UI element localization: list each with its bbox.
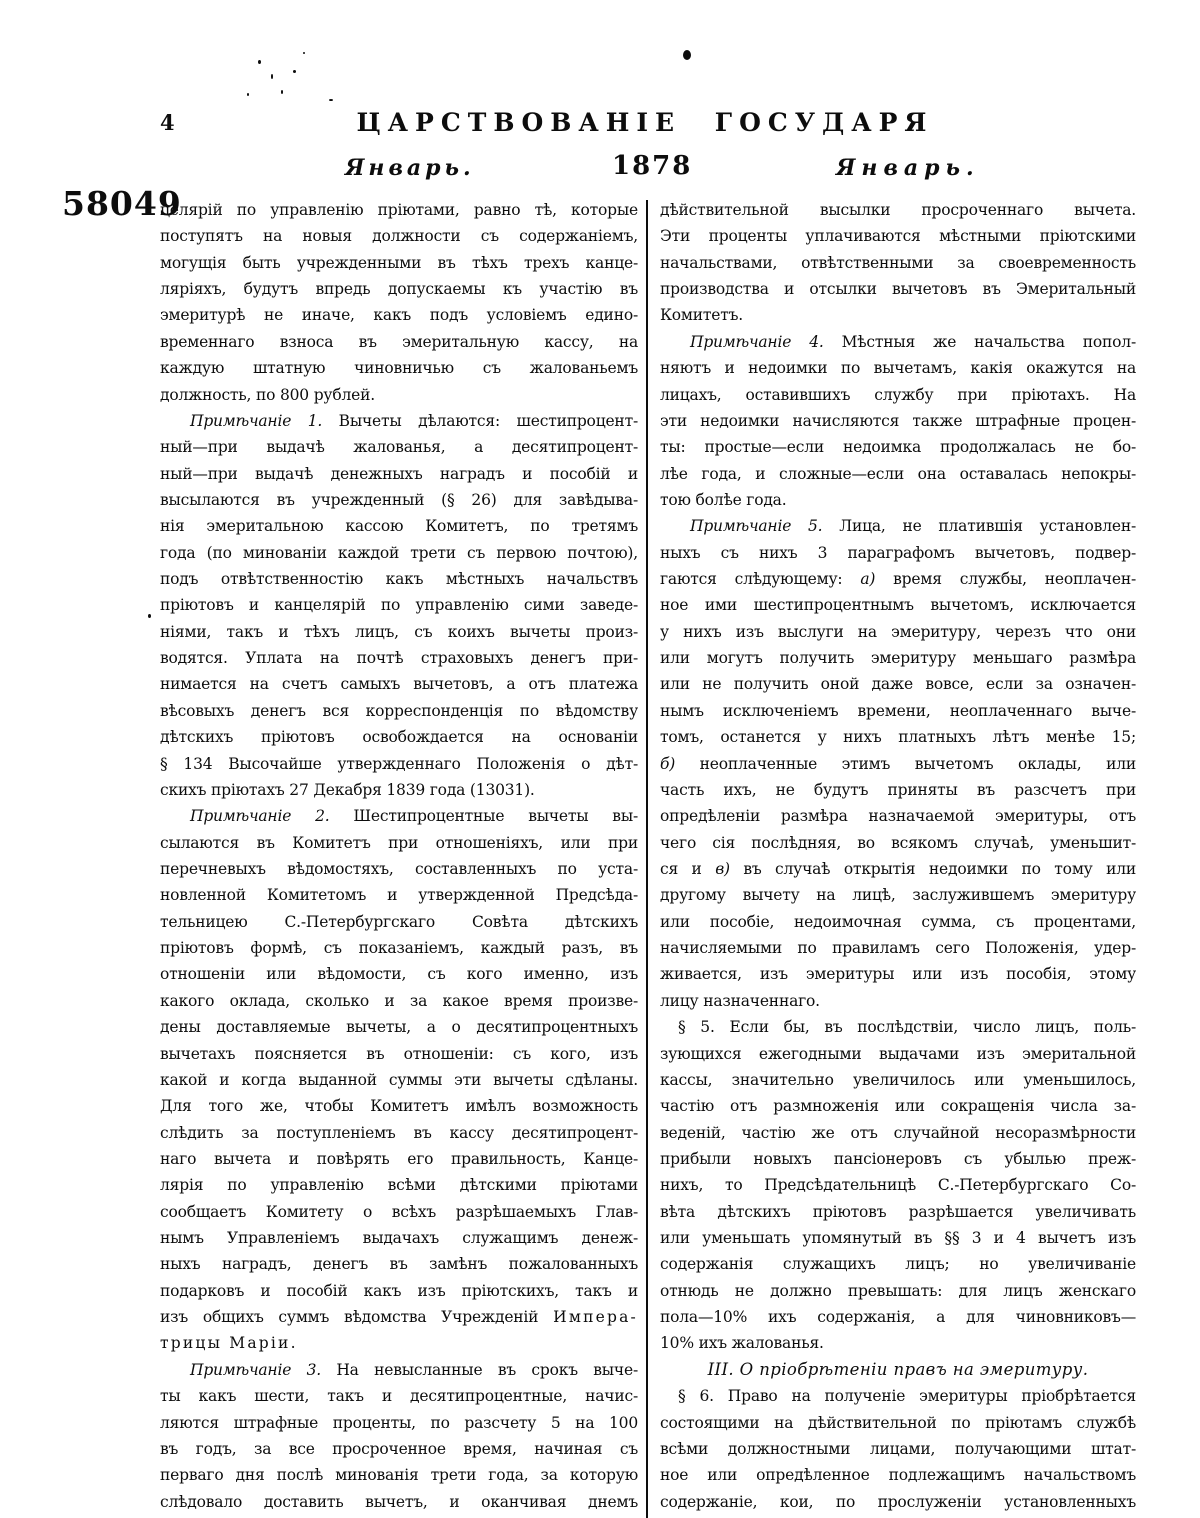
text-line bbox=[160, 803, 638, 829]
text-segment: эмеритурѣ не иначе, какъ подъ условіемъ едино- bbox=[160, 306, 638, 325]
text-segment: няютъ и недоимки по вычетамъ, какія окажутся на bbox=[660, 359, 1136, 378]
text-line bbox=[160, 856, 638, 882]
text-line bbox=[160, 1436, 638, 1462]
text-line bbox=[660, 645, 1136, 671]
text-segment: временнаго взноса въ эмеритальную кассу, на bbox=[160, 332, 638, 351]
text-line bbox=[160, 1014, 638, 1040]
text-segment: скихъ пріютахъ 27 Декабря 1839 года (13031). bbox=[160, 780, 535, 799]
text-segment: или не получить оной даже вовсе, если за означен- bbox=[660, 675, 1136, 694]
text-segment: начальствами, отвѣтственными за своевременность bbox=[660, 253, 1136, 272]
text-line bbox=[660, 856, 1136, 882]
text-line bbox=[160, 1489, 638, 1515]
text-line bbox=[660, 592, 1136, 618]
paragraph bbox=[160, 408, 638, 803]
text-segment: въ годъ, за все просроченное время, начиная съ bbox=[160, 1439, 638, 1458]
paragraph bbox=[160, 803, 638, 1357]
text-segment: томъ, останется у нихъ платныхъ лѣтъ менѣе 15; bbox=[660, 728, 1136, 747]
text-segment: Примѣчаніе 1. bbox=[190, 411, 323, 430]
text-segment: должность, по 800 рублей. bbox=[160, 385, 375, 404]
paragraph bbox=[660, 329, 1136, 514]
text-line bbox=[160, 434, 638, 460]
text-line bbox=[660, 803, 1136, 829]
text-segment: новленной Комитетомъ и утвержденной Предсѣда- bbox=[160, 886, 638, 905]
text-segment: нымъ Управленіемъ выдачахъ служащимъ денеж- bbox=[160, 1229, 638, 1248]
text-segment: всѣми должностными лицами, получающими штат- bbox=[660, 1439, 1136, 1458]
text-segment: ніями, такъ и тѣхъ лицъ, съ коихъ вычеты произ- bbox=[160, 622, 638, 641]
text-segment: тельницею С.-Петербургскаго Совѣта дѣтскихъ bbox=[160, 912, 638, 931]
text-segment: Примѣчаніе 5. bbox=[690, 517, 823, 536]
text-segment: вѣта дѣтскихъ пріютовъ разрѣшается увеличивать bbox=[660, 1202, 1136, 1221]
text-line bbox=[660, 698, 1136, 724]
text-segment: поступятъ на новыя должности съ содержаніемъ, bbox=[160, 227, 638, 246]
text-line bbox=[660, 197, 1136, 223]
text-segment: сообщаетъ Комитету о всѣхъ разрѣшаемыхъ Глав- bbox=[160, 1202, 638, 1221]
act-number: 58049 bbox=[62, 184, 182, 223]
text-line bbox=[160, 909, 638, 935]
text-line bbox=[160, 777, 638, 803]
text-line bbox=[660, 355, 1136, 381]
text-segment: Вычеты дѣлаются: шестипроцент- bbox=[322, 411, 638, 430]
text-segment: могущія быть учрежденными въ тѣхъ трехъ канце- bbox=[160, 253, 638, 272]
text-line bbox=[160, 540, 638, 566]
text-line bbox=[160, 408, 638, 434]
text-line bbox=[160, 276, 638, 302]
text-segment: вычетахъ поясняется въ отношеніи: съ кого, изъ bbox=[160, 1044, 638, 1063]
text-line bbox=[660, 988, 1136, 1014]
column-right bbox=[660, 197, 1136, 1515]
text-segment: ляются штрафные проценты, по разсчету 5 на 100 bbox=[160, 1413, 638, 1432]
text-line bbox=[660, 671, 1136, 697]
text-line bbox=[160, 382, 638, 408]
text-segment: лицахъ, оставившихъ службу при пріютахъ. На bbox=[660, 385, 1136, 404]
text-segment: подъ отвѣтственностію какъ мѣстныхъ начальствъ bbox=[160, 570, 638, 589]
text-line bbox=[660, 513, 1136, 539]
text-line bbox=[160, 1304, 638, 1330]
text-line bbox=[160, 487, 638, 513]
text-segment: какой и когда выданной суммы эти вычеты сдѣланы. bbox=[160, 1070, 638, 1089]
text-line bbox=[160, 671, 638, 697]
text-line bbox=[660, 909, 1136, 935]
text-line bbox=[160, 1462, 638, 1488]
text-line bbox=[160, 830, 638, 856]
text-segment: года (по минованіи каждой трети съ первою почтою), bbox=[160, 543, 638, 562]
text-segment: содержанія служащихъ лицъ; но увеличиваніе bbox=[660, 1255, 1136, 1274]
scan-speck bbox=[271, 74, 273, 79]
scan-speck bbox=[247, 93, 249, 96]
text-segment: нымъ исключеніемъ времени, неоплаченнаго выче- bbox=[660, 701, 1136, 720]
text-line bbox=[160, 197, 638, 223]
text-segment: III. О пріобрѣтеніи правъ на эмеритуру. bbox=[707, 1359, 1089, 1379]
text-segment: прибыли новыхъ пансіонеровъ съ убылью преж- bbox=[660, 1149, 1136, 1168]
text-line bbox=[160, 461, 638, 487]
text-segment: пріютовъ и канцелярій по управленію сими заведе- bbox=[160, 596, 638, 615]
text-segment: содержаніе, кои, по прослуженіи установленныхъ bbox=[660, 1492, 1136, 1511]
text-segment: гаются слѣдующему: bbox=[660, 570, 861, 589]
text-line bbox=[160, 1146, 638, 1172]
running-title: ЦАРСТВОВАНІЕ ГОСУДАРЯ bbox=[356, 108, 934, 137]
section-heading bbox=[660, 1357, 1136, 1383]
text-segment: ты: простые—если недоимка продолжалась не бо- bbox=[660, 438, 1136, 457]
text-line bbox=[660, 329, 1136, 355]
text-line bbox=[660, 1278, 1136, 1304]
text-segment: ный—при выдачѣ жалованья, а десятипроцент- bbox=[160, 438, 638, 457]
text-segment: Шестипроцентные вычеты вы- bbox=[329, 807, 638, 826]
text-segment: перваго дня послѣ минованія трети года, за которую bbox=[160, 1466, 638, 1485]
text-segment: перечневыхъ вѣдомостяхъ, составленныхъ по уста- bbox=[160, 859, 638, 878]
scan-speck bbox=[683, 50, 691, 60]
text-line bbox=[160, 513, 638, 539]
text-segment: ное ими шестипроцентнымъ вычетомъ, исключается bbox=[660, 596, 1136, 615]
paragraph bbox=[660, 1014, 1136, 1357]
text-line bbox=[160, 1330, 638, 1356]
text-segment: высылаются въ учрежденный (§ 26) для завѣдыва- bbox=[160, 490, 638, 509]
text-line bbox=[660, 461, 1136, 487]
paragraph bbox=[660, 197, 1136, 329]
text-line bbox=[160, 1172, 638, 1198]
scan-speck bbox=[258, 60, 261, 64]
scan-speck bbox=[148, 614, 151, 618]
scan-speck bbox=[329, 99, 333, 101]
text-line bbox=[660, 1436, 1136, 1462]
column-divider-rule bbox=[646, 200, 648, 1518]
text-segment: ся и bbox=[660, 859, 716, 878]
text-line bbox=[160, 355, 638, 381]
text-segment: Примѣчаніе 4. bbox=[690, 332, 824, 351]
text-segment: 10% ихъ жалованья. bbox=[660, 1334, 824, 1353]
text-line bbox=[660, 1093, 1136, 1119]
text-line bbox=[160, 1251, 638, 1277]
text-line bbox=[160, 1199, 638, 1225]
text-segment: часть ихъ, не будутъ приняты въ разсчетъ при bbox=[660, 780, 1136, 799]
text-segment: Мѣстныя же начальства попол- bbox=[823, 332, 1136, 351]
text-segment: дѣтскихъ пріютовъ освобождается на основаніи bbox=[160, 728, 638, 747]
text-line bbox=[160, 1120, 638, 1146]
text-segment: трицы Маріи. bbox=[160, 1334, 298, 1353]
text-line bbox=[160, 724, 638, 750]
text-line bbox=[160, 1383, 638, 1409]
text-segment: Для того же, чтобы Комитетъ имѣлъ возможность bbox=[160, 1097, 638, 1116]
text-segment: или уменьшать упомянутый въ §§ 3 и 4 вычетъ изъ bbox=[660, 1229, 1136, 1248]
text-line bbox=[660, 1067, 1136, 1093]
text-line bbox=[660, 830, 1136, 856]
text-segment: дены доставляемые вычеты, а о десятипроцентныхъ bbox=[160, 1018, 638, 1037]
text-line bbox=[660, 540, 1136, 566]
text-segment: эти недоимки начисляются также штрафные процен- bbox=[660, 411, 1136, 430]
text-segment: частію отъ размноженія или сокращенія числа за- bbox=[660, 1097, 1136, 1116]
text-segment: изъ общихъ суммъ вѣдомства Учрежденій bbox=[160, 1308, 554, 1327]
text-segment: наго вычета и повѣрять его правильность, Канце- bbox=[160, 1149, 638, 1168]
text-line bbox=[160, 329, 638, 355]
text-line bbox=[160, 1067, 638, 1093]
text-segment: дѣйствительной высылки просроченнаго вычета. bbox=[660, 201, 1136, 219]
text-segment: кассы, значительно увеличилось или уменьшилось, bbox=[660, 1070, 1136, 1089]
text-segment: Импера- bbox=[553, 1308, 638, 1327]
text-line bbox=[660, 250, 1136, 276]
text-segment: сылаются въ Комитетъ при отношеніяхъ, или при bbox=[160, 833, 638, 852]
text-line bbox=[660, 1410, 1136, 1436]
text-line bbox=[160, 1225, 638, 1251]
text-segment: въ случаѣ открытія недоимки по тому или bbox=[729, 859, 1136, 878]
header-year: 1878 bbox=[612, 151, 693, 181]
text-segment: другому вычету на лицѣ, заслужившемъ эмеритуру bbox=[660, 886, 1136, 905]
text-segment: нимается на счетъ самыхъ вычетовъ, а отъ платежа bbox=[160, 675, 638, 694]
text-segment: веденій, частію же отъ случайной несоразмѣрности bbox=[660, 1123, 1136, 1142]
text-line bbox=[160, 1410, 638, 1436]
text-segment: чего сія послѣдняя, во всякомъ случаѣ, уменьшит- bbox=[660, 833, 1136, 852]
text-segment: каждую штатную чиновничью съ жалованьемъ bbox=[160, 359, 638, 378]
text-line bbox=[660, 566, 1136, 592]
paragraph bbox=[660, 1383, 1136, 1515]
text-line bbox=[660, 935, 1136, 961]
text-segment: пола—10% ихъ содержанія, а для чиновниковъ— bbox=[660, 1308, 1136, 1327]
text-line bbox=[660, 777, 1136, 803]
text-line bbox=[160, 961, 638, 987]
text-line bbox=[660, 276, 1136, 302]
text-line bbox=[660, 1199, 1136, 1225]
text-segment: б) bbox=[660, 754, 676, 773]
text-line bbox=[660, 1172, 1136, 1198]
page-number: 4 bbox=[160, 110, 175, 135]
text-line bbox=[660, 1225, 1136, 1251]
text-line bbox=[660, 961, 1136, 987]
text-line bbox=[660, 724, 1136, 750]
text-line bbox=[660, 1489, 1136, 1515]
text-line bbox=[660, 223, 1136, 249]
text-segment: лѣе года, и сложные—если она оставалась непокры- bbox=[660, 464, 1136, 483]
scan-speck bbox=[293, 70, 296, 73]
text-line bbox=[660, 751, 1136, 777]
text-segment: лярія по управленію всѣми дѣтскими пріютами bbox=[160, 1176, 638, 1195]
text-line bbox=[160, 988, 638, 1014]
text-segment: или могутъ получить эмеритуру меньшаго размѣра bbox=[660, 649, 1136, 668]
text-line bbox=[160, 619, 638, 645]
text-segment: ты какъ шести, такъ и десятипроцентные, начис- bbox=[160, 1387, 638, 1406]
paragraph bbox=[160, 197, 638, 408]
text-line bbox=[160, 935, 638, 961]
text-line bbox=[660, 1014, 1136, 1040]
text-segment: опредѣленіи размѣра назначаемой эмеритуры, отъ bbox=[660, 807, 1136, 826]
text-line bbox=[660, 1120, 1136, 1146]
text-line bbox=[160, 645, 638, 671]
text-line bbox=[160, 250, 638, 276]
text-line bbox=[660, 1251, 1136, 1277]
text-segment: вѣсовыхъ денегъ вся корреспонденція по вѣдомству bbox=[160, 701, 638, 720]
text-line bbox=[660, 302, 1136, 328]
text-segment: или пособіе, недоимочная сумма, съ процентами, bbox=[660, 912, 1136, 931]
text-line bbox=[160, 698, 638, 724]
header-month-left: Январь. bbox=[345, 155, 475, 181]
text-line bbox=[660, 487, 1136, 513]
text-segment: слѣдовало доставить вычетъ, и оканчивая днемъ bbox=[160, 1492, 638, 1511]
text-segment: ляріяхъ, будутъ впредь допускаемы къ участію въ bbox=[160, 280, 638, 299]
text-line bbox=[160, 751, 638, 777]
text-line bbox=[160, 592, 638, 618]
text-segment: неоплаченные этимъ вычетомъ оклады, или bbox=[675, 754, 1136, 773]
text-line bbox=[160, 302, 638, 328]
text-segment: у нихъ изъ выслуги на эмеритуру, черезъ что они bbox=[660, 622, 1136, 641]
text-line bbox=[660, 382, 1136, 408]
text-segment: Эти проценты уплачиваются мѣстными пріютскими bbox=[660, 227, 1136, 246]
text-segment: лицу назначеннаго. bbox=[660, 991, 820, 1010]
text-segment: подарковъ и пособій какъ изъ пріютскихъ, такъ и bbox=[160, 1281, 638, 1300]
column-left bbox=[160, 197, 638, 1515]
text-segment: слѣдить за поступленіемъ въ кассу десятипроцент- bbox=[160, 1123, 638, 1142]
text-line bbox=[160, 1093, 638, 1119]
text-line bbox=[160, 1278, 638, 1304]
text-segment: зующихся ежегодными выдачами изъ эмеритальной bbox=[660, 1044, 1136, 1063]
text-segment: нія эмеритальною кассою Комитетъ, по третямъ bbox=[160, 517, 638, 536]
text-line bbox=[660, 1041, 1136, 1067]
text-segment: пріютовъ формѣ, съ показаніемъ, каждый разъ, въ bbox=[160, 939, 638, 958]
text-segment: какого оклада, сколько и за какое время произве- bbox=[160, 991, 638, 1010]
scan-speck bbox=[281, 90, 283, 94]
text-line bbox=[660, 1462, 1136, 1488]
text-segment: На невысланные въ срокъ выче- bbox=[320, 1360, 638, 1379]
text-line bbox=[160, 1357, 638, 1383]
text-segment: ный—при выдачѣ денежныхъ наградъ и пособій и bbox=[160, 464, 638, 483]
text-segment: ное или опредѣленное подлежащимъ начальствомъ bbox=[660, 1466, 1136, 1485]
text-segment: отношеніи или вѣдомости, съ кого именно, изъ bbox=[160, 965, 638, 984]
text-segment: водятся. Уплата на почтѣ страховыхъ денегъ при- bbox=[160, 649, 638, 668]
text-line bbox=[160, 223, 638, 249]
text-segment: целярій по управленію пріютами, равно тѣ, которые bbox=[160, 201, 638, 219]
text-segment: тою болѣе года. bbox=[660, 490, 787, 509]
text-line bbox=[160, 1041, 638, 1067]
text-line bbox=[660, 1146, 1136, 1172]
text-segment: Примѣчаніе 2. bbox=[190, 807, 330, 826]
text-line bbox=[660, 408, 1136, 434]
text-segment: живается, изъ эмеритуры или изъ пособія, этому bbox=[660, 965, 1136, 984]
text-line bbox=[660, 882, 1136, 908]
scan-speck bbox=[303, 52, 305, 54]
text-segment: состоящими на дѣйствительной по пріютамъ службѣ bbox=[660, 1413, 1136, 1432]
text-segment: начисляемыми по правиламъ сего Положенія, удер- bbox=[660, 939, 1136, 958]
text-segment: ныхъ съ нихъ 3 параграфомъ вычетовъ, подвер- bbox=[660, 543, 1136, 562]
text-line bbox=[660, 1357, 1136, 1383]
text-segment: § 134 Высочайше утвержденнаго Положенія о дѣт- bbox=[160, 754, 638, 773]
text-segment: нихъ, то Предсѣдательницѣ С.-Петербургскаго Со- bbox=[660, 1176, 1136, 1195]
text-line bbox=[160, 882, 638, 908]
text-line bbox=[660, 1383, 1136, 1409]
text-segment: производства и отсылки вычетовъ въ Эмеритальный bbox=[660, 280, 1136, 299]
text-line bbox=[660, 1304, 1136, 1330]
paragraph bbox=[660, 513, 1136, 1014]
text-segment: Примѣчаніе 3. bbox=[190, 1360, 321, 1379]
text-segment: § 6. Право на полученіе эмеритуры пріобрѣтается bbox=[678, 1387, 1136, 1406]
text-segment: в) bbox=[715, 859, 730, 878]
text-line bbox=[660, 434, 1136, 460]
text-segment: время службы, неоплачен- bbox=[875, 570, 1136, 589]
paragraph bbox=[160, 1357, 638, 1515]
text-segment: а) bbox=[860, 570, 876, 589]
text-segment: Комитетъ. bbox=[660, 306, 744, 325]
text-segment: Лица, не платившія установлен- bbox=[822, 517, 1136, 536]
text-segment: ныхъ наградъ, денегъ въ замѣнъ пожалованныхъ bbox=[160, 1255, 638, 1274]
header-month-right: Январь. bbox=[836, 155, 980, 181]
text-segment: § 5. Если бы, въ послѣдствіи, число лицъ, поль- bbox=[678, 1018, 1136, 1037]
text-line bbox=[660, 619, 1136, 645]
text-segment: отнюдь не должно превышать: для лицъ женскаго bbox=[660, 1281, 1136, 1300]
text-line bbox=[160, 566, 638, 592]
text-line bbox=[660, 1330, 1136, 1356]
